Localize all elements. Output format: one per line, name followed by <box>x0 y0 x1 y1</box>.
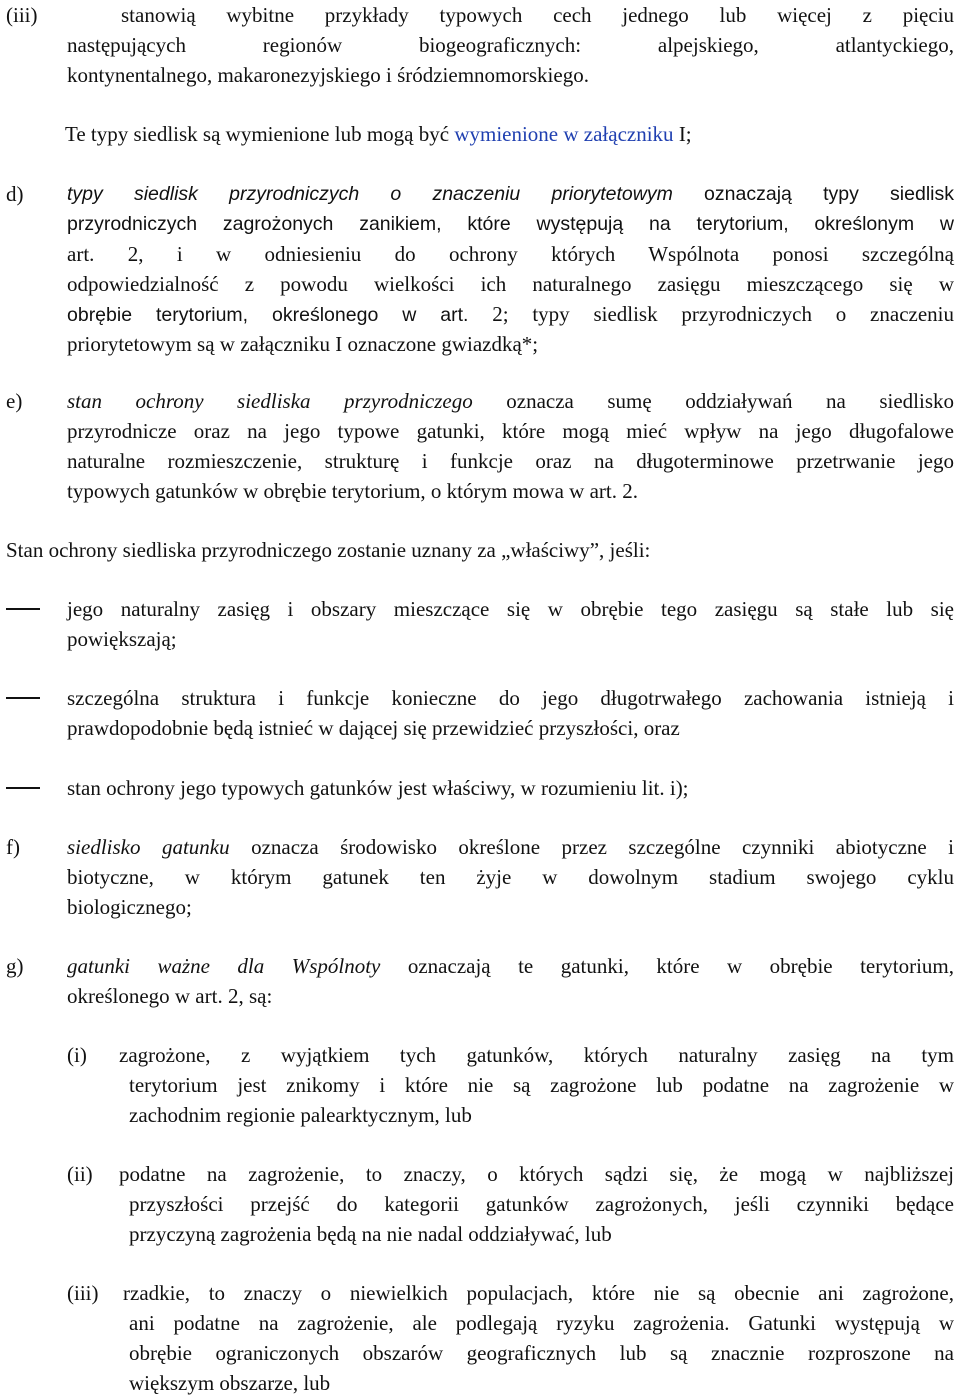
item-iii-text <box>121 0 954 30</box>
item-g-sub-ii-label: (ii) <box>67 1162 93 1186</box>
item-g-sub-line: większym obszarze, lub <box>129 1371 331 1395</box>
dash-item-line: powiększają; <box>67 627 177 651</box>
item-e-label: e) <box>6 389 23 413</box>
item-d-text <box>67 179 954 359</box>
dash-item-text <box>67 773 954 803</box>
item-f-text <box>67 832 954 922</box>
item-e-line1-rest: oznacza sumę oddziaływań na siedlisko <box>472 389 954 413</box>
item-d-line: priorytetowym są w załączniku I oznaczone gwiazdką*; <box>67 332 539 356</box>
item-g-text <box>67 951 954 1011</box>
item-e-line: naturalne rozmieszczenie, strukturę i funkcje oraz na długoterminowe przetrwanie jego <box>67 449 954 473</box>
item-g-sub-line: zagrożone, z wyjątkiem tych gatunków, których naturalny zasięg na tym <box>119 1043 954 1067</box>
dash-bullet <box>6 787 40 789</box>
item-g-sub-line: przyczyną zagrożenia będą na nie nadal oddziaływać, lub <box>129 1222 612 1246</box>
item-g-sub-iii-label: (iii) <box>67 1281 99 1305</box>
item-f-line1-rest: oznacza środowisko określone przez szczególne czynniki abiotyczne i <box>229 835 954 859</box>
item-g-sub-i-text <box>119 1040 954 1070</box>
item-g-sub-i-label: (i) <box>67 1043 87 1067</box>
item-d-line4-head: obrębie terytorium, określonego w art. <box>67 304 469 326</box>
dash-item-text <box>67 594 954 654</box>
item-iii-line: stanowią wybitne przykłady typowych cech jednego lub więcej z pięciu <box>121 3 954 27</box>
dash-bullet <box>6 697 40 699</box>
item-g-sub-ii-text-cont <box>129 1189 954 1249</box>
annex-note-suffix: I; <box>673 122 692 146</box>
annex-note-text <box>65 119 692 149</box>
dash-bullet <box>6 608 40 610</box>
item-g-label: g) <box>6 954 24 978</box>
item-g-sub-line: terytorium jest znikomy i które nie są zagrożone lub podatne na zagrożenie w <box>129 1073 954 1097</box>
item-iii-text-cont <box>67 30 954 90</box>
dash-item-line: szczególna struktura i funkcje konieczne do jego długotrwałego zachowania istnieją i <box>67 686 954 710</box>
item-g-line: określonego w art. 2, są: <box>67 984 273 1008</box>
item-d-line: przyrodniczych zagrożonych zanikiem, które występują na terytorium, określonym w <box>67 213 954 235</box>
dash-item-line: jego naturalny zasięg i obszary mieszczące się w obrębie tego zasięgu są stałe lub się <box>67 597 954 621</box>
item-e-line: przyrodnicze oraz na jego typowe gatunki, które mogą mieć wpływ na jego długofalowe <box>67 419 954 443</box>
item-g-line <box>67 951 954 981</box>
dash-item-text <box>67 683 954 743</box>
dash-item-line: stan ochrony jego typowych gatunków jest właściwy, w rozumieniu lit. i); <box>67 776 689 800</box>
item-e-text <box>67 386 954 506</box>
item-e-line <box>67 386 954 416</box>
item-g-sub-line: podatne na zagrożenie, to znaczy, o których sądzi się, że mogą w najbliższej <box>119 1162 954 1186</box>
item-e-line: typowych gatunków w obrębie terytorium, o którym mowa w art. 2. <box>67 479 638 503</box>
item-g-sub-iii-text <box>123 1278 954 1308</box>
item-f-term: siedlisko gatunku <box>67 835 230 859</box>
annex-link[interactable]: wymienione w załączniku <box>454 122 674 146</box>
item-f-line: biologicznego; <box>67 895 192 919</box>
item-f-line <box>67 832 954 862</box>
item-d-line: odpowiedzialność z powodu wielkości ich naturalnego zasięgu mieszczącego się w <box>67 272 954 296</box>
item-g-sub-ii-text <box>119 1159 954 1189</box>
item-g-term: gatunki ważne dla Wspólnoty <box>67 954 381 978</box>
dash-item-line: prawdopodobnie będą istnieć w dającej się przewidzieć przyszłości, oraz <box>67 716 680 740</box>
item-d-line <box>67 299 954 329</box>
item-d-line: art. 2, i w odniesieniu do ochrony których Wspólnota ponosi szczególną <box>67 242 954 266</box>
item-d-label: d) <box>6 182 24 206</box>
item-e-term: stan ochrony siedliska przyrodniczego <box>67 389 473 413</box>
item-g-sub-line: rzadkie, to znaczy o niewielkich populacjach, które nie są obecnie ani zagrożone, <box>123 1281 954 1305</box>
annex-note-prefix: Te typy siedlisk są wymienione lub mogą być <box>65 122 455 146</box>
item-g-line1-rest: oznaczają te gatunki, które w obrębie terytorium, <box>380 954 954 978</box>
item-f-label: f) <box>6 835 20 859</box>
item-g-sub-line: obrębie ograniczonych obszarów geograficznych lub są znacznie rozproszone na <box>129 1341 954 1365</box>
item-d-line <box>67 179 954 209</box>
item-g-sub-line: ani podatne na zagrożenie, ale podlegają ryzyku zagrożenia. Gatunki występują w <box>129 1311 954 1335</box>
status-intro-text: Stan ochrony siedliska przyrodniczego zostanie uznany za „właściwy”, jeśli: <box>6 538 651 562</box>
item-g-sub-i-text-cont <box>129 1070 954 1130</box>
item-iii-line: następujących regionów biogeograficznych: alpejskiego, atlantyckiego, <box>67 33 954 57</box>
item-g-sub-line: przyszłości przejść do kategorii gatunków zagrożonych, jeśli czynniki będące <box>129 1192 954 1216</box>
item-g-sub-line: zachodnim regionie palearktycznym, lub <box>129 1103 472 1127</box>
item-f-line: biotyczne, w którym gatunek ten żyje w dowolnym stadium swojego cyklu <box>67 865 954 889</box>
item-d-term: typy siedlisk przyrodniczych o znaczeniu priorytetowym <box>67 183 673 205</box>
item-iii-line: kontynentalnego, makaronezyjskiego i śródziemnomorskiego. <box>67 63 589 87</box>
item-d-line4-tail: 2; typy siedlisk przyrodniczych o znaczeniu <box>468 302 954 326</box>
item-iii-label: (iii) <box>6 3 38 27</box>
item-d-line1-rest: oznaczają typy siedlisk <box>672 183 954 205</box>
item-g-sub-iii-text-cont <box>129 1308 954 1398</box>
